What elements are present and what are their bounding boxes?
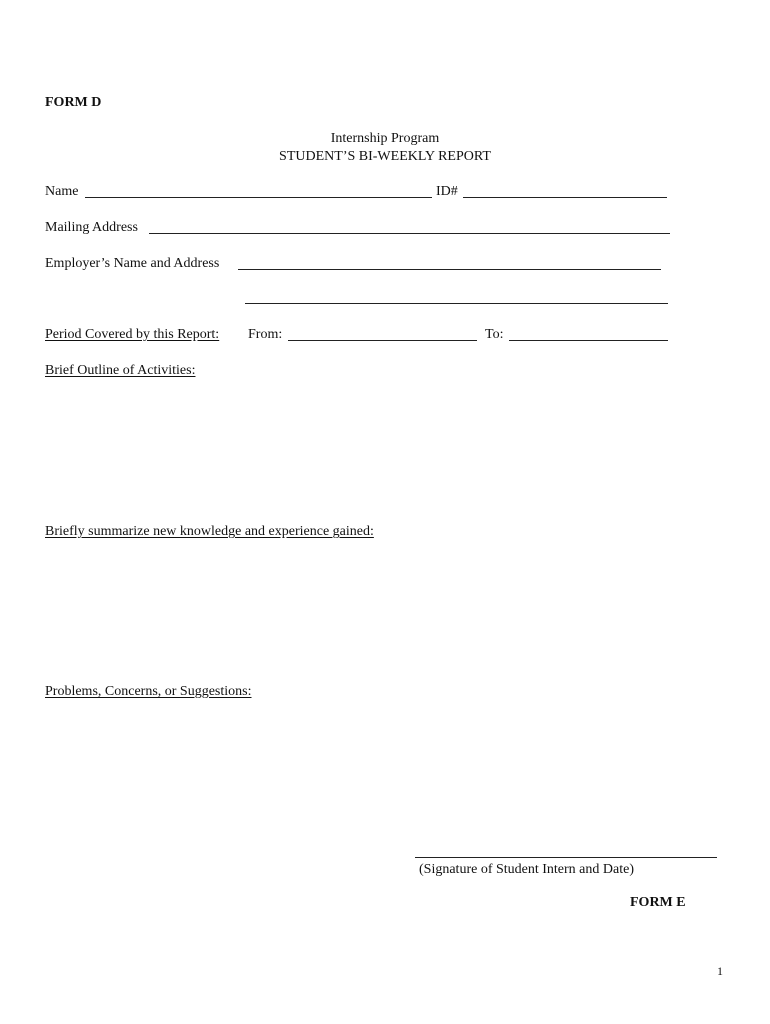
form-e-label: FORM E <box>630 895 686 910</box>
form-d-label: FORM D <box>45 95 102 110</box>
employer-field-line-2[interactable] <box>245 303 668 304</box>
employer-field-line-1[interactable] <box>238 269 661 270</box>
employer-label: Employer’s Name and Address <box>45 256 220 271</box>
id-label: ID# <box>436 184 458 199</box>
activities-heading: Brief Outline of Activities: <box>45 363 196 378</box>
problems-heading: Problems, Concerns, or Suggestions: <box>45 684 252 699</box>
mailing-address-label: Mailing Address <box>45 220 138 235</box>
to-field-line[interactable] <box>509 340 668 341</box>
mailing-address-field-line[interactable] <box>149 233 670 234</box>
name-label: Name <box>45 184 79 199</box>
program-title: Internship Program <box>330 131 440 146</box>
period-label: Period Covered by this Report: <box>45 327 220 342</box>
from-label: From: <box>248 327 283 342</box>
signature-line[interactable] <box>415 857 717 858</box>
name-field-line[interactable] <box>85 197 432 198</box>
id-field-line[interactable] <box>463 197 667 198</box>
page-number: 1 <box>717 964 723 978</box>
report-title: STUDENT’S BI-WEEKLY REPORT <box>279 149 491 164</box>
from-field-line[interactable] <box>288 340 477 341</box>
to-label: To: <box>485 327 504 342</box>
knowledge-heading: Briefly summarize new knowledge and experience gained: <box>45 524 374 539</box>
signature-caption: (Signature of Student Intern and Date) <box>419 862 634 877</box>
